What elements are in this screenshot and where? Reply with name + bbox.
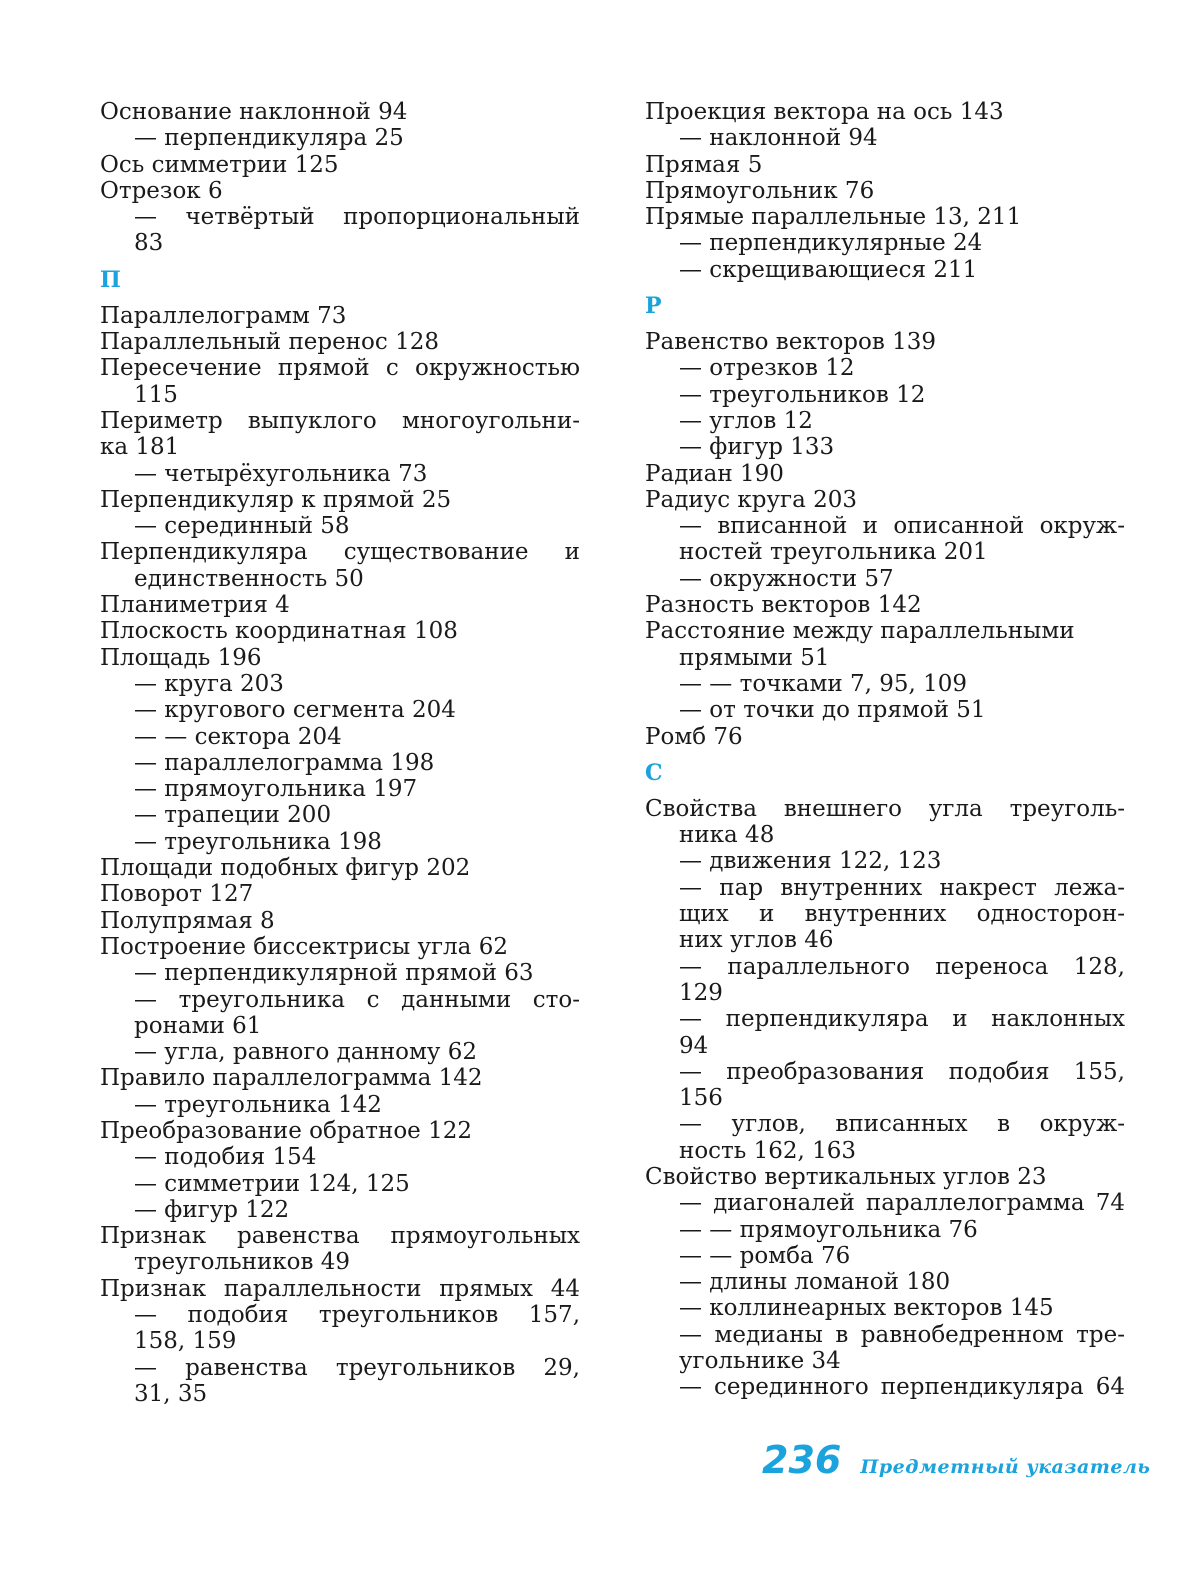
index-entry: прямыми 51: [645, 645, 1125, 671]
section-letter: Р: [645, 293, 1125, 319]
page-footer: [762, 1438, 1150, 1482]
index-entry: — четвёртый пропорциональный: [100, 204, 580, 230]
index-column-left: [100, 99, 580, 1407]
index-entry: 94: [645, 1033, 1125, 1059]
index-entry: — длины ломаной 180: [645, 1269, 1125, 1295]
index-entry: — — ромба 76: [645, 1243, 1125, 1269]
index-entry: — — прямоугольника 76: [645, 1217, 1125, 1243]
index-entry: Равенство векторов 139: [645, 329, 1125, 355]
index-entry: — треугольников 12: [645, 382, 1125, 408]
index-entry: — треугольника 198: [100, 829, 580, 855]
index-entry: Проекция вектора на ось 143: [645, 99, 1125, 125]
index-entry: 156: [645, 1085, 1125, 1111]
index-entry: — угла, равного данному 62: [100, 1039, 580, 1065]
index-entry: Признак равенства прямоугольных: [100, 1223, 580, 1249]
index-entry: Радиус круга 203: [645, 487, 1125, 513]
index-entry: — наклонной 94: [645, 125, 1125, 151]
index-entry: ностей треугольника 201: [645, 539, 1125, 565]
index-entry: единственность 50: [100, 566, 580, 592]
index-entry: — — точками 7, 95, 109: [645, 671, 1125, 697]
index-entry: Параллельный перенос 128: [100, 329, 580, 355]
index-entry: — серединного перпендикуляра 64: [645, 1374, 1125, 1400]
index-entry: — фигур 122: [100, 1197, 580, 1223]
index-entry: — фигур 133: [645, 434, 1125, 460]
index-entry: ронами 61: [100, 1013, 580, 1039]
index-entry: Разность векторов 142: [645, 592, 1125, 618]
index-entry: Пересечение прямой с окружностью: [100, 355, 580, 381]
section-letter: С: [645, 760, 1125, 786]
index-entry: Расстояние между параллельными: [645, 618, 1125, 644]
index-entry: — перпендикуляра и наклонных: [645, 1006, 1125, 1032]
index-entry: Прямые параллельные 13, 211: [645, 204, 1125, 230]
index-entry: — параллельного переноса 128,: [645, 954, 1125, 980]
index-entry: 31, 35: [100, 1381, 580, 1407]
index-entry: Отрезок 6: [100, 178, 580, 204]
index-entry: угольнике 34: [645, 1348, 1125, 1374]
index-entry: Преобразование обратное 122: [100, 1118, 580, 1144]
index-entry: — четырёхугольника 73: [100, 461, 580, 487]
index-entry: 129: [645, 980, 1125, 1006]
index-entry: — прямоугольника 197: [100, 776, 580, 802]
index-entry: Планиметрия 4: [100, 592, 580, 618]
index-entry: Основание наклонной 94: [100, 99, 580, 125]
index-column-right: [645, 99, 1125, 1401]
index-entry: Плоскость координатная 108: [100, 618, 580, 644]
index-entry: Признак параллельности прямых 44: [100, 1276, 580, 1302]
index-entry: — движения 122, 123: [645, 848, 1125, 874]
index-entry: Прямая 5: [645, 152, 1125, 178]
section-title: Предметный указатель: [860, 1456, 1150, 1478]
index-entry: Площади подобных фигур 202: [100, 855, 580, 881]
index-entry: — серединный 58: [100, 513, 580, 539]
index-entry: щих и внутренних односторон-: [645, 901, 1125, 927]
index-entry: — от точки до прямой 51: [645, 697, 1125, 723]
index-entry: — углов 12: [645, 408, 1125, 434]
index-entry: них углов 46: [645, 927, 1125, 953]
index-entry: Свойство вертикальных углов 23: [645, 1164, 1125, 1190]
index-entry: Параллелограмм 73: [100, 303, 580, 329]
index-entry: Перпендикуляра существование и: [100, 539, 580, 565]
index-entry: Перпендикуляр к прямой 25: [100, 487, 580, 513]
index-entry: — параллелограмма 198: [100, 750, 580, 776]
index-entry: — кругового сегмента 204: [100, 697, 580, 723]
index-entry: треугольников 49: [100, 1249, 580, 1275]
index-entry: — отрезков 12: [645, 355, 1125, 381]
page-number: 236: [762, 1438, 841, 1482]
index-entry: Правило параллелограмма 142: [100, 1065, 580, 1091]
index-entry: ность 162, 163: [645, 1138, 1125, 1164]
index-entry: — пар внутренних накрест лежа-: [645, 875, 1125, 901]
index-entry: — коллинеарных векторов 145: [645, 1295, 1125, 1321]
index-entry: — равенства треугольников 29,: [100, 1355, 580, 1381]
index-entry: ка 181: [100, 434, 580, 460]
index-entry: 115: [100, 382, 580, 408]
index-entry: Полупрямая 8: [100, 908, 580, 934]
index-entry: — треугольника 142: [100, 1092, 580, 1118]
index-entry: — подобия 154: [100, 1144, 580, 1170]
index-entry: — преобразования подобия 155,: [645, 1059, 1125, 1085]
index-entry: — — сектора 204: [100, 724, 580, 750]
index-entry: 83: [100, 230, 580, 256]
section-letter: П: [100, 267, 580, 293]
index-entry: Построение биссектрисы угла 62: [100, 934, 580, 960]
index-entry: Прямоугольник 76: [645, 178, 1125, 204]
index-entry: — окружности 57: [645, 566, 1125, 592]
index-entry: Периметр выпуклого многоугольни-: [100, 408, 580, 434]
index-entry: — перпендикулярные 24: [645, 230, 1125, 256]
index-entry: — перпендикулярной прямой 63: [100, 960, 580, 986]
index-entry: Поворот 127: [100, 881, 580, 907]
index-entry: Площадь 196: [100, 645, 580, 671]
index-entry: — вписанной и описанной окруж-: [645, 513, 1125, 539]
index-entry: — углов, вписанных в окруж-: [645, 1111, 1125, 1137]
index-entry: — медианы в равнобедренном тре-: [645, 1322, 1125, 1348]
index-entry: Ромб 76: [645, 724, 1125, 750]
index-entry: — подобия треугольников 157,: [100, 1302, 580, 1328]
index-entry: Свойства внешнего угла треуголь-: [645, 796, 1125, 822]
index-entry: — трапеции 200: [100, 802, 580, 828]
index-entry: 158, 159: [100, 1328, 580, 1354]
index-entry: — скрещивающиеся 211: [645, 257, 1125, 283]
index-entry: Радиан 190: [645, 461, 1125, 487]
index-entry: — симметрии 124, 125: [100, 1171, 580, 1197]
index-entry: — круга 203: [100, 671, 580, 697]
index-entry: — перпендикуляра 25: [100, 125, 580, 151]
index-entry: ника 48: [645, 822, 1125, 848]
index-entry: — диагоналей параллелограмма 74: [645, 1190, 1125, 1216]
index-entry: — треугольника с данными сто-: [100, 987, 580, 1013]
index-entry: Ось симметрии 125: [100, 152, 580, 178]
